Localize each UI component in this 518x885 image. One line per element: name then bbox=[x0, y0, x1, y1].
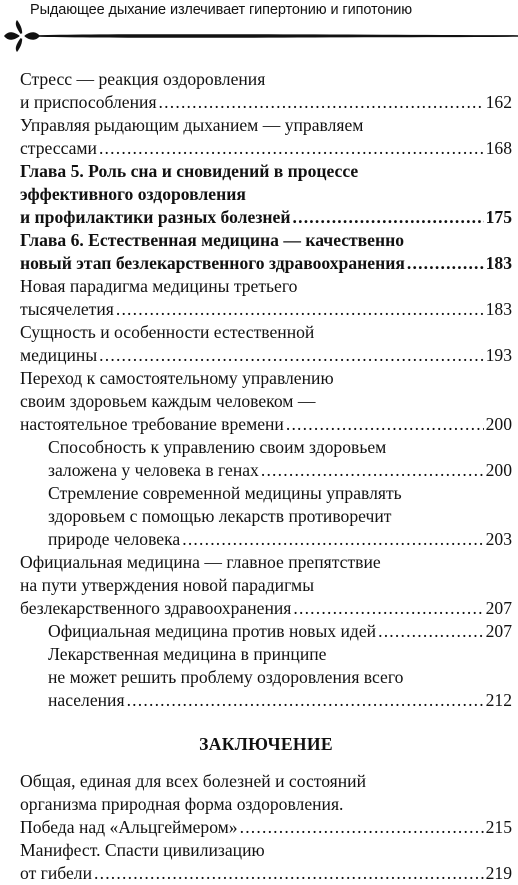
toc-entry-last-line bbox=[20, 206, 512, 229]
toc-entry-last-line bbox=[48, 689, 512, 712]
page-number: 175 bbox=[485, 207, 512, 227]
toc-entry-last-line bbox=[48, 620, 512, 643]
toc-entry bbox=[20, 367, 512, 436]
toc-entry bbox=[20, 551, 512, 620]
toc-entry-last-line bbox=[20, 816, 512, 839]
dot-leader bbox=[240, 816, 484, 839]
fleuron-rule-ornament bbox=[0, 16, 518, 56]
page-number: 207 bbox=[485, 621, 512, 641]
toc-entry-line: здоровьем с помощью лекарств противоречит bbox=[48, 506, 392, 526]
dot-leader bbox=[293, 597, 483, 620]
toc-entry-title: медицины bbox=[20, 345, 98, 365]
toc-entry-last-line bbox=[20, 91, 512, 114]
toc-entry-line: Стремление современной медицины управлять bbox=[48, 483, 402, 503]
page-number: 183 bbox=[485, 299, 512, 319]
toc-entry bbox=[20, 114, 512, 160]
dot-leader bbox=[127, 689, 484, 712]
toc-entry-line: организма природная форма оздоровления. bbox=[20, 794, 344, 814]
page-number: 212 bbox=[485, 690, 512, 710]
toc-entry-line: Лекарственная медицина в принципе bbox=[48, 644, 327, 664]
toc-entry-title: населения bbox=[48, 690, 125, 710]
page-number: 219 bbox=[485, 863, 512, 883]
page-number: 162 bbox=[485, 92, 512, 112]
toc-entry bbox=[20, 620, 512, 643]
dot-leader bbox=[378, 620, 484, 643]
table-of-contents bbox=[20, 68, 512, 885]
toc-entry-title: тысячелетия bbox=[20, 299, 114, 319]
toc-entry-title: настоятельное требование времени bbox=[20, 414, 284, 434]
toc-entry-title: стрессами bbox=[20, 138, 97, 158]
toc-entry-last-line bbox=[48, 459, 512, 482]
toc-entry-line: своим здоровьем каждым человеком — bbox=[20, 391, 316, 411]
conclusion-heading: ЗАКЛЮЧЕНИЕ bbox=[199, 734, 333, 754]
toc-entry bbox=[20, 229, 512, 275]
toc-entry-title: заложена у человека в генах bbox=[48, 460, 259, 480]
toc-entry bbox=[20, 770, 512, 839]
toc-entry-last-line bbox=[20, 413, 512, 436]
toc-entry-line: Сущность и особенности естественной bbox=[20, 322, 315, 342]
toc-entry-last-line bbox=[48, 528, 512, 551]
toc-entry-title: новый этап безлекарственного здравоохранения bbox=[20, 253, 405, 273]
page-number: 215 bbox=[485, 817, 512, 837]
dot-leader bbox=[261, 459, 484, 482]
toc-entry-line: Управляя рыдающим дыханием — управляем bbox=[20, 115, 364, 135]
toc-entry bbox=[20, 436, 512, 482]
dot-leader bbox=[116, 298, 484, 321]
page-number: 200 bbox=[485, 460, 512, 480]
toc-entry-line: Манифест. Спасти цивилизацию bbox=[20, 840, 265, 860]
toc-entry-last-line bbox=[20, 137, 512, 160]
toc-entry-last-line bbox=[20, 862, 512, 885]
dot-leader bbox=[94, 862, 484, 885]
dot-leader bbox=[99, 137, 484, 160]
toc-entry-line: Способность к управлению своим здоровьем bbox=[48, 437, 387, 457]
dot-leader bbox=[286, 413, 484, 436]
toc-entry-line: Переход к самостоятельному управлению bbox=[20, 368, 334, 388]
toc-entry-line: Стресс — реакция оздоровления bbox=[20, 69, 266, 89]
toc-entry bbox=[20, 68, 512, 114]
dot-leader bbox=[99, 344, 483, 367]
page-number: 168 bbox=[485, 138, 512, 158]
running-head: Рыдающее дыхание излечивает гипертонию и гипотонию bbox=[30, 2, 413, 18]
page-number: 207 bbox=[485, 598, 512, 618]
toc-conclusion-list bbox=[20, 770, 512, 885]
toc-entry-last-line bbox=[20, 344, 512, 367]
toc-entry-line: Глава 6. Естественная медицина — качественно bbox=[20, 230, 405, 250]
dot-leader bbox=[407, 252, 484, 275]
toc-entry bbox=[20, 482, 512, 551]
toc-entry-line: эффективного оздоровления bbox=[20, 184, 246, 204]
page-number: 203 bbox=[485, 529, 512, 549]
toc-entry bbox=[20, 839, 512, 885]
dot-leader bbox=[159, 91, 484, 114]
toc-entry-line: Общая, единая для всех болезней и состояний bbox=[20, 771, 367, 791]
toc-entry-line: Глава 5. Роль сна и сновидений в процессе bbox=[20, 161, 359, 181]
toc-entry-title: природе человека bbox=[48, 529, 181, 549]
toc-entry-line: Официальная медицина — главное препятствие bbox=[20, 552, 381, 572]
toc-entry-last-line bbox=[20, 298, 512, 321]
toc-entry-last-line bbox=[20, 252, 512, 275]
toc-entry-title: Официальная медицина против новых идей bbox=[48, 621, 377, 641]
toc-main-list bbox=[20, 68, 512, 712]
toc-entry-line: Новая парадигма медицины третьего bbox=[20, 276, 298, 296]
toc-entry-line: не может решить проблему оздоровления всего bbox=[48, 667, 404, 687]
page-number: 193 bbox=[485, 345, 512, 365]
toc-entry bbox=[20, 160, 512, 229]
page-number: 183 bbox=[485, 253, 512, 273]
toc-entry-title: от гибели bbox=[20, 863, 93, 883]
toc-entry-title: Победа над «Альцгеймером» bbox=[20, 817, 238, 837]
toc-entry bbox=[20, 321, 512, 367]
toc-entry-last-line bbox=[20, 597, 512, 620]
toc-entry-title: и профилактики разных болезней bbox=[20, 207, 291, 227]
toc-entry-line: на пути утверждения новой парадигмы bbox=[20, 575, 315, 595]
toc-entry bbox=[20, 643, 512, 712]
dot-leader bbox=[293, 206, 484, 229]
dot-leader bbox=[182, 528, 483, 551]
toc-entry-title: и приспособления bbox=[20, 92, 157, 112]
toc-entry-title: безлекарственного здравоохранения bbox=[20, 598, 292, 618]
page-number: 200 bbox=[485, 414, 512, 434]
toc-entry bbox=[20, 275, 512, 321]
